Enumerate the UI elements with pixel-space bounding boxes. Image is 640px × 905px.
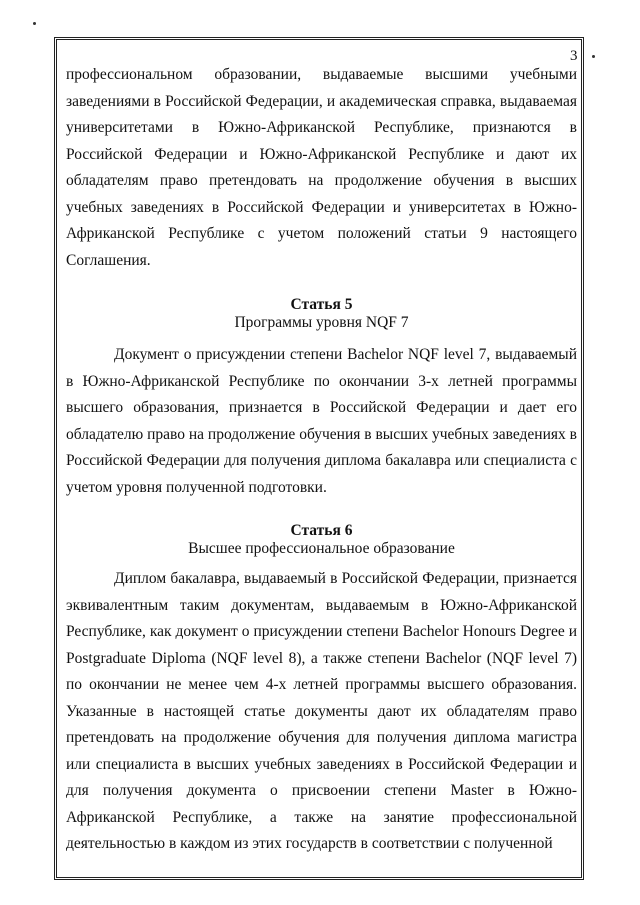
scan-speck (33, 22, 36, 25)
article-6-title: Высшее профессиональное образование (188, 540, 455, 557)
article-5-body (66, 342, 577, 501)
intro-paragraph-block (66, 62, 577, 274)
article-6-paragraph: Диплом бакалавра, выдаваемый в Российской Федерации, признается эквивалентным таким документам, выдаваемым в Южно-Африканской Республике, как документ о присуждении степени Bachelor Honours Degree и Postgraduate Diploma (NQF level 8), а также степени Bachelor (NQF level 7) по окончании не менее чем 4-х летней программы высшего образования. Указанные в настоящей статье документы дают их обладателям право претендовать на продолжение обучения для получения диплома магистра или специалиста в высших учебных заведениях в Российской Федерации и для получения документа о присвоении степени Master в Южно-Африканской Республике, а также на занятие профессиональной деятельностью в каждом из этих государств в соответствии с полученной (66, 570, 577, 852)
article-6-heading (66, 522, 577, 558)
article-5-title: Программы уровня NQF 7 (234, 314, 409, 331)
article-6-body (66, 566, 577, 858)
article-5-paragraph: Документ о присуждении степени Bachelor NQF level 7, выдаваемый в Южно-Африканской Республике по окончании 3-х летней программы высшего образования, признается в Российской Федерации и дает его обладателю право на продолжение обучения в высших учебных заведениях в Российской Федерации для получения диплома бакалавра или специалиста с учетом уровня полученной подготовки. (66, 346, 577, 496)
intro-paragraph: профессиональном образовании, выдаваемые высшими учебными заведениями в Российской Федерации, и академическая справка, выдаваемая университетами в Южно-Африканской Республике, признаются в Российской Федерации и Южно-Африканской Республике и дают их обладателям право претендовать на продолжение обучения в высших учебных заведениях в Российской Федерации и университетах в Южно-Африканской Республике с учетом положений статьи 9 настоящего Соглашения. (66, 66, 577, 269)
article-6-number: Статья 6 (290, 522, 353, 539)
article-5-number: Статья 5 (290, 296, 353, 313)
scan-speck (592, 55, 595, 58)
article-5-heading (66, 296, 577, 332)
page-number: 3 (570, 48, 578, 64)
